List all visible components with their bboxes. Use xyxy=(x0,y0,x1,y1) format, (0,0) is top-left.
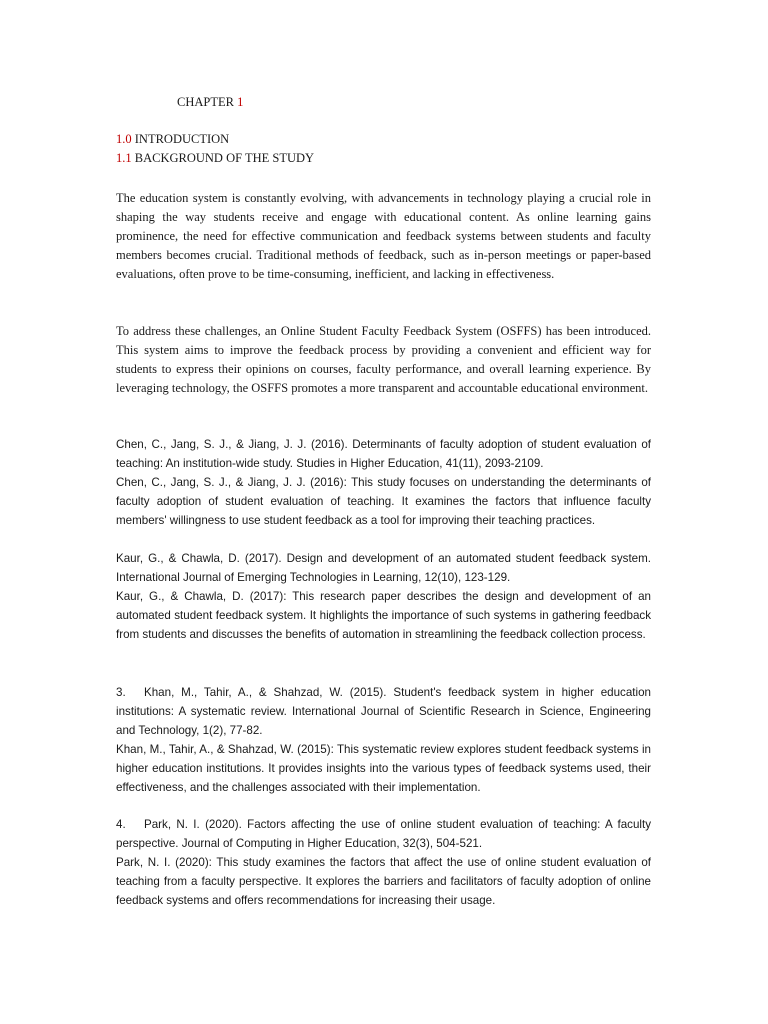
reference-number: 4. xyxy=(116,818,126,831)
chapter-title xyxy=(177,95,243,110)
section-number: 1.1 xyxy=(116,151,132,165)
reference-summary: Park, N. I. (2020): This study examines the factors that affect the use of online student evaluation of teaching from a faculty perspective. It explores the barriers and facilitators of faculty adoption of online feedback systems and offers recommendations for increasing their usage. xyxy=(116,856,651,907)
reference-entry xyxy=(116,549,651,644)
paragraph-intro: The education system is constantly evolving, with advancements in technology playing a crucial role in shaping the way students receive and engage with educational content. As online learning gains prominence, the need for effective communication and feedback systems between students and faculty members becomes crucial. Traditional methods of feedback, such as in-person meetings or paper-based evaluations, often prove to be time-consuming, inefficient, and lacking in effectiveness. xyxy=(116,191,651,281)
section-number: 1.0 xyxy=(116,132,132,146)
chapter-label: CHAPTER xyxy=(177,95,234,109)
reference-citation: Park, N. I. (2020). Factors affecting the use of online student evaluation of teaching: A faculty perspective. Journal of Computing in Higher Education, 32(3), 504-521. xyxy=(116,818,651,850)
reference-entry xyxy=(116,435,651,530)
reference-citation: Khan, M., Tahir, A., & Shahzad, W. (2015). Student's feedback system in higher education institutions: A systematic review. International Journal of Scientific Research in Science, Engineering and Technology, 1(2), 77-82. xyxy=(116,686,651,737)
reference-summary: Kaur, G., & Chawla, D. (2017): This research paper describes the design and development of an automated student feedback system. It highlights the importance of such systems in gathering feedback from students and discusses the benefits of automation in streamlining the feedback collection process. xyxy=(116,590,651,641)
reference-entry xyxy=(116,683,651,797)
reference-number: 3. xyxy=(116,686,126,699)
section-title: INTRODUCTION xyxy=(134,132,230,146)
reference-summary: Khan, M., Tahir, A., & Shahzad, W. (2015): This systematic review explores student feedback systems in higher education institutions. It provides insights into the various types of feedback systems used, their effectiveness, and the challenges associated with their implementation. xyxy=(116,743,651,794)
reference-citation-line xyxy=(116,815,651,853)
reference-entry xyxy=(116,815,651,910)
section-title: BACKGROUND OF THE STUDY xyxy=(134,151,315,165)
reference-citation-line xyxy=(116,683,651,740)
chapter-number: 1 xyxy=(237,95,244,109)
paragraph-osffs: To address these challenges, an Online Student Faculty Feedback System (OSFFS) has been introduced. This system aims to improve the feedback process by providing a convenient and efficient way for students to express their opinions on courses, faculty performance, and overall learning experience. By leveraging technology, the OSFFS promotes a more transparent and accountable educational environment. xyxy=(116,324,651,395)
reference-summary: Chen, C., Jang, S. J., & Jiang, J. J. (2016): This study focuses on understanding the determinants of faculty adoption of student evaluation of teaching. It examines the factors that influence faculty members' willingness to use student feedback as a tool for improving their teaching practices. xyxy=(116,476,651,527)
section-heading-introduction xyxy=(116,132,229,147)
reference-citation: Kaur, G., & Chawla, D. (2017). Design and development of an automated student feedback system. International Journal of Emerging Technologies in Learning, 12(10), 123-129. xyxy=(116,552,651,584)
reference-citation: Chen, C., Jang, S. J., & Jiang, J. J. (2016). Determinants of faculty adoption of student evaluation of teaching: An institution-wide study. Studies in Higher Education, 41(11), 2093-2109. xyxy=(116,438,651,470)
section-heading-background xyxy=(116,151,314,166)
